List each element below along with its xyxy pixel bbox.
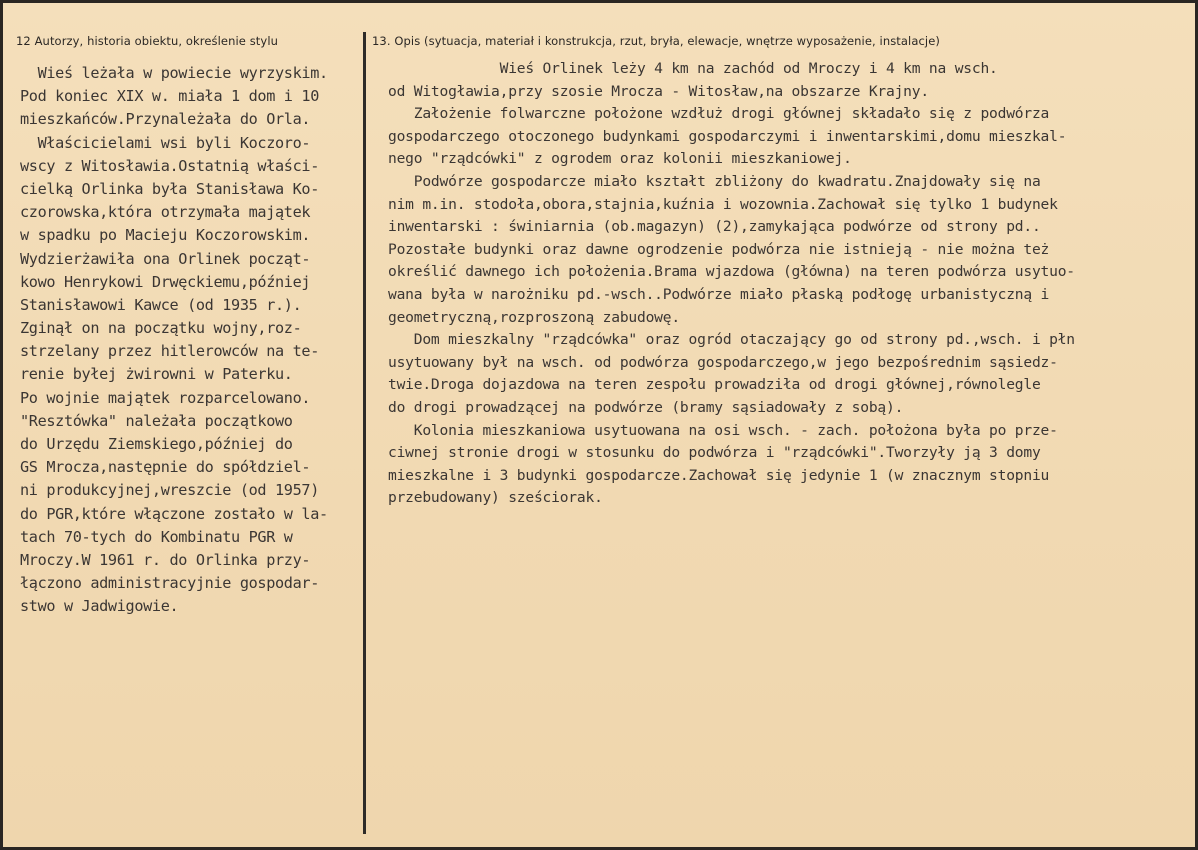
text-line: czorowska,która otrzymała majątek [20,203,311,222]
text-line: stwo w Jadwigowie. [20,597,179,616]
text-line: wscy z Witosławia.Ostatnią właści- [20,156,319,175]
text-line: kowo Henrykowi Drwęckiemu,później [20,272,311,291]
text-line: Mroczy.W 1961 r. do Orlinka przy- [20,550,311,569]
text-line: nego "rządcówki" z ogrodem oraz kolonii mieszkaniowej. [388,150,852,168]
text-line: geometryczną,rozproszoną zabudowę. [388,308,680,326]
text-line: "Resztówka" należała początkowo [20,411,293,430]
text-line: ni produkcyjnej,wreszcie (od 1957) [20,481,319,500]
text-line: do Urzędu Ziemskiego,później do [20,435,293,453]
text-line: strzelany przez hitlerowców na te- [20,342,319,361]
section-12-header: 12 Autorzy, historia obiektu, określenie stylu [16,34,279,48]
text-line: twie.Droga dojazdowa na teren zespołu prowadziła od drogi głównej,równolegle [388,376,1041,394]
text-line: mieszkalne i 3 budynki gospodarcze.Zachował się jedynie 1 (w znacznym stopniu [388,466,1050,484]
text-line: przebudowany) sześciorak. [388,489,603,507]
text-line: łączono administracyjnie gospodar- [20,574,319,593]
text-line: określić dawnego ich położenia.Brama wjazdowa (główna) na teren podwórza usytuo- [388,263,1075,281]
text-line: Stanisławowi Kawce (od 1935 r.). [20,295,302,314]
text-line: Wieś leżała w powiecie wyrzyskim. [20,64,328,82]
text-line: do PGR,które włączone zostało w la- [20,504,328,523]
text-line: usytuowany był na wsch. od podwórza gospodarczego,w jego bezpośrednim sąsiedz- [388,353,1058,371]
text-line: cielką Orlinka była Stanisława Ko- [20,179,319,198]
card-border-top [0,0,1198,3]
text-line: Wydzierżawiła ona Orlinek począt- [20,249,311,268]
text-line: tach 70-tych do Kombinatu PGR w [20,527,293,546]
text-line: inwentarski : świniarnia (ob.magazyn) (2),zamykająca podwórze od strony pd.. [388,218,1041,236]
text-line: do drogi prowadzącej na podwórze (bramy sąsiadowały z sobą). [388,398,904,416]
text-line: Pozostałe budynki oraz dawne ogrodzenie podwórza nie istnieją - nie można też [388,240,1050,258]
text-line: Kolonia mieszkaniowa usytuowana na osi wsch. - zach. położona była po prze- [388,421,1058,439]
text-line: Po wojnie majątek rozparcelowano. [20,388,311,407]
card-border-left [0,0,3,850]
section-13-header: 13. Opis (sytuacja, materiał i konstrukcja, rzut, bryła, elewacje, wnętrze wyposażenie, instalacje) [372,34,940,48]
description-text-column [388,58,1188,510]
text-line: Podwórze gospodarcze miało kształt zbliżony do kwadratu.Znajdowały się na [388,172,1041,190]
text-line: GS Mrocza,następnie do spółdziel- [20,458,311,477]
text-line: nim m.in. stodoła,obora,stajnia,kuźnia i wozownia.Zachował się tylko 1 budynek [388,195,1058,213]
text-line: od Witogławia,przy szosie Mrocza - Witosław,na obszarze Krajny. [388,82,929,100]
text-line: mieszkańców.Przynależała do Orla. [20,110,311,129]
text-line: Właścicielami wsi byli Koczoro- [20,133,311,152]
text-line: ciwnej stronie drogi w stosunku do podwórza i "rządcówki".Tworzyły ją 3 domy [388,444,1041,462]
text-line: w spadku po Macieju Koczorowskim. [20,226,311,245]
history-text-column [20,62,365,619]
text-line: Wieś Orlinek leży 4 km na zachód od Mroczy i 4 km na wsch. [388,60,998,77]
text-line: Dom mieszkalny "rządcówka" oraz ogród otaczający go od strony pd.,wsch. i płn [388,331,1075,349]
text-line: Zginął on na początku wojny,roz- [20,319,302,338]
text-line: Założenie folwarczne położone wzdłuż drogi głównej składało się z podwórza [388,105,1050,123]
text-line: gospodarczego otoczonego budynkami gospodarczymi i inwentarskimi,domu mieszkal- [388,127,1067,145]
text-line: wana była w narożniku pd.-wsch..Podwórze miało płaską podłogę urbanistyczną i [388,285,1050,303]
text-line: renie byłej żwirowni w Paterku. [20,365,293,384]
text-line: Pod koniec XIX w. miała 1 dom i 10 [20,87,319,106]
